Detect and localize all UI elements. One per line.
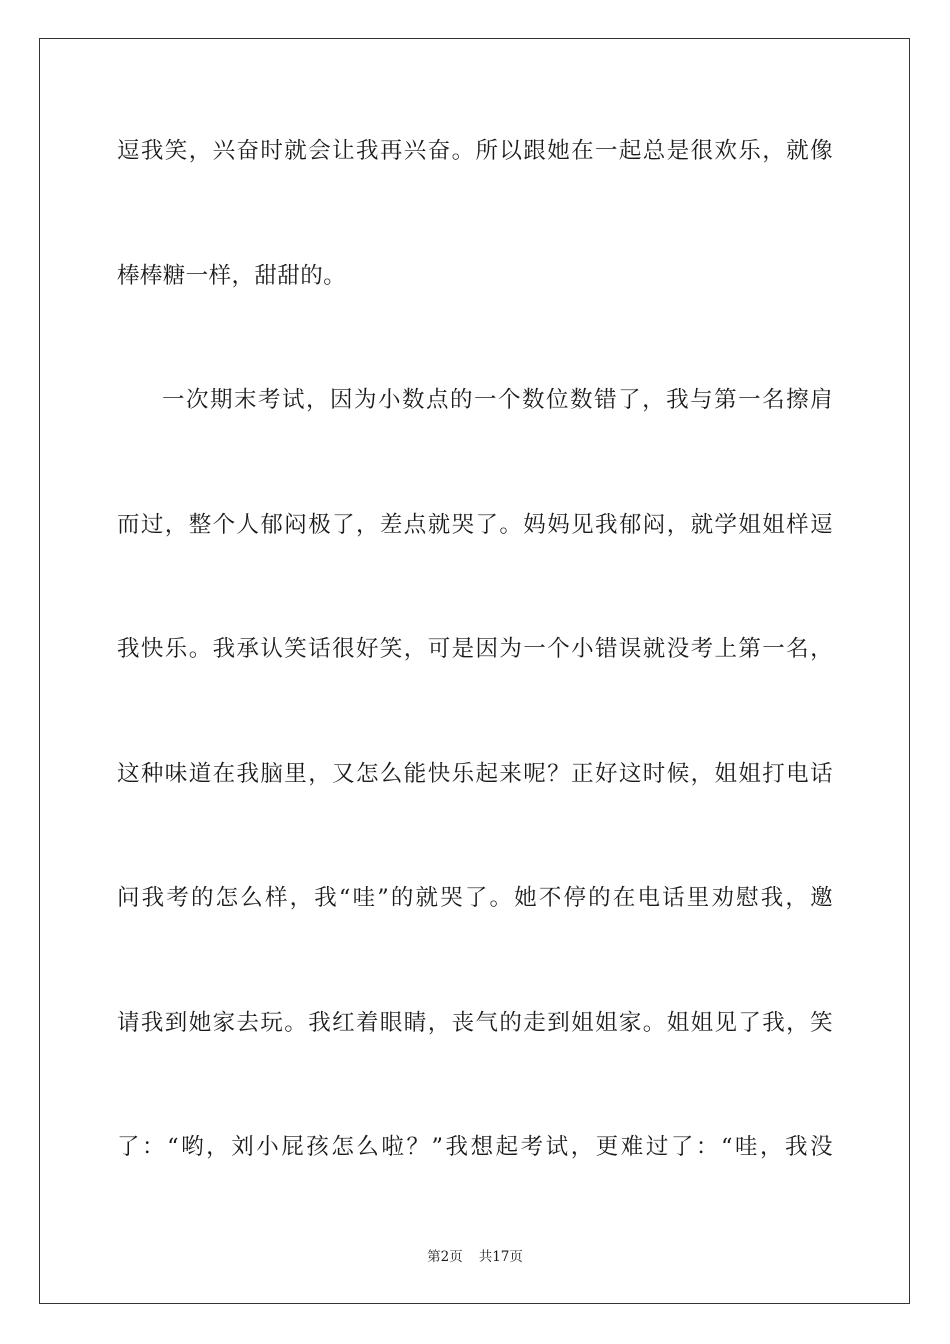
text-line-5: 我快乐。我承认笑话很好笑，可是因为一个小错误就没考上第一名， [117,636,833,662]
text-line-7: 问我考的怎么样，我“哇”的就哭了。她不停的在电话里劝慰我，邀 [117,885,833,911]
document-body [117,126,833,1247]
page-footer [0,1248,950,1266]
text-line-9: 了：“哟，刘小屁孩怎么啦？”我想起考试，更难过了：“哇，我没 [117,1134,833,1160]
text-line-4: 而过，整个人郁闷极了，差点就哭了。妈妈见我郁闷，就学姐姐样逗 [117,511,833,538]
page-number: 第2页 [427,1249,463,1265]
text-line-1: 逗我笑，兴奋时就会让我再兴奋。所以跟她在一起总是很欢乐，就像 [117,138,833,164]
text-line-2: 棒棒糖一样，甜甜的。 [117,262,347,289]
page-total: 共17页 [478,1249,523,1265]
text-line-6: 这种味道在我脑里，又怎么能快乐起来呢？正好这时候，姐姐打电话 [117,760,833,787]
text-line-3: 一次期末考试，因为小数点的一个数位数错了，我与第一名擦肩 [162,387,833,413]
text-line-8: 请我到她家去玩。我红着眼睛，丧气的走到姐姐家。姐姐见了我，笑 [117,1009,833,1036]
